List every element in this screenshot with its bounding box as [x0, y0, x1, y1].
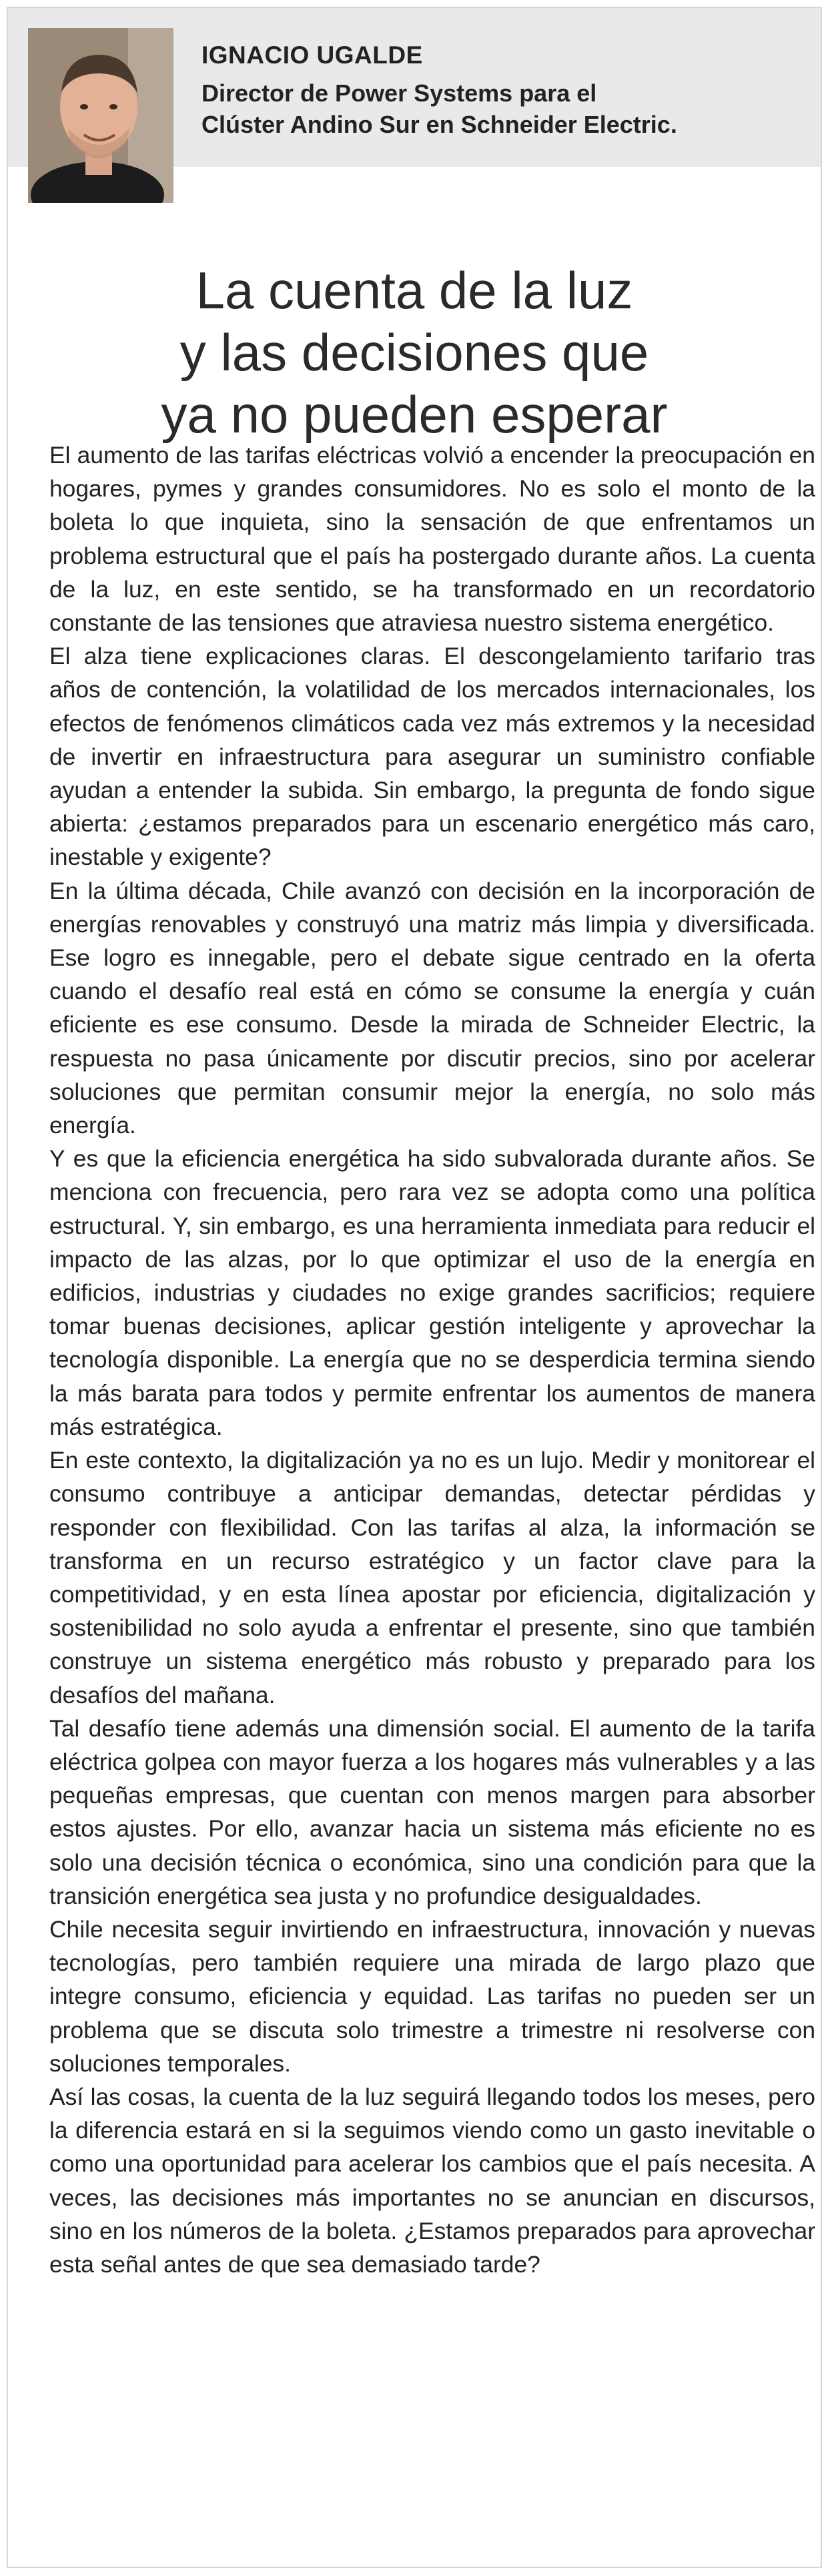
- headline-line: ya no pueden esperar: [161, 385, 668, 444]
- body-paragraph: Y es que la eficiencia energética ha sido subvalorada durante años. Se menciona con frecuencia, pero rara vez se adopta como una política estructural. Y, sin embargo, es una herramienta inmediata para reducir el impacto de las alzas, por lo que optimizar el uso de la energía en edificios, industrias y ciudades no exige grandes sacrificios; requiere tomar buenas decisiones, aplicar gestión inteligente y aprovechar la tecnología disponible. La energía que no se desperdicia termina siendo la más barata para todos y permite enfrentar los aumentos de manera más estratégica.: [49, 1145, 815, 1440]
- article-frame: [7, 7, 822, 2568]
- article-body: [49, 438, 815, 2281]
- body-paragraph: Así las cosas, la cuenta de la luz seguirá llegando todos los meses, pero la diferencia estará en si la seguimos viendo como un gasto inevitable o como una oportunidad para acelerar los cambios que el país necesita. A veces, las decisiones más importantes no se anuncian en discursos, sino en los números de la boleta. ¿Estamos preparados para aprovechar esta señal antes de que sea demasiado tarde?: [49, 2083, 815, 2278]
- author-portrait-icon: [28, 28, 173, 203]
- author-photo: [28, 28, 173, 203]
- headline-line: La cuenta de la luz: [195, 261, 633, 320]
- author-name: IGNACIO UGALDE: [201, 41, 423, 69]
- body-paragraph: En este contexto, la digitalización ya no es un lujo. Medir y monitorear el consumo contribuye a anticipar demandas, detectar pérdidas y responder con flexibilidad. Con las tarifas al alza, la información se transforma en un recurso estratégico y un factor clave para la competitividad, y en esta línea apostar por eficiencia, digitalización y sostenibilidad no solo ayuda a enfrentar el presente, sino que también construye un sistema energético más robusto y preparado para los desafíos del mañana.: [49, 1447, 815, 1708]
- headline-line: y las decisiones que: [179, 323, 649, 382]
- author-role-line: Director de Power Systems para el: [201, 79, 597, 107]
- body-paragraph: Chile necesita seguir invirtiendo en infraestructura, innovación y nuevas tecnologías, pero también requiere una mirada de largo plazo que integre consumo, eficiencia y equidad. Las tarifas no pueden ser un problema que se discuta solo trimestre a trimestre ni resolverse con soluciones temporales.: [49, 1915, 815, 2077]
- body-paragraph: En la última década, Chile avanzó con decisión en la incorporación de energías renovables y construyó una matriz más limpia y diversificada. Ese logro es innegable, pero el debate sigue centrado en la oferta cuando el desafío real está en cómo se consume la energía y cuán eficiente es ese consumo. Desde la mirada de Schneider Electric, la respuesta no pasa únicamente por discutir precios, sino por acelerar soluciones que permitan consumir mejor la energía, no solo más energía.: [49, 877, 815, 1139]
- article-headline: [8, 260, 821, 446]
- body-paragraph: Tal desafío tiene además una dimensión social. El aumento de la tarifa eléctrica golpea con mayor fuerza a los hogares más vulnerables y a las pequeñas empresas, que cuentan con menos margen para absorber estos ajustes. Por ello, avanzar hacia un sistema más eficiente no es solo una decisión técnica o económica, sino una condición para que la transición energética sea justa y no profundice desigualdades.: [49, 1714, 815, 1909]
- author-role: [201, 77, 802, 140]
- author-role-line: Clúster Andino Sur en Schneider Electric.: [201, 111, 677, 138]
- body-paragraph: El aumento de las tarifas eléctricas volvió a encender la preocupación en hogares, pymes y grandes consumidores. No es solo el monto de la boleta lo que inquieta, sino la sensación de que enfrentamos un problema estructural que el país ha postergado durante años. La cuenta de la luz, en este sentido, se ha transformado en un recordatorio constante de las tensiones que atraviesa nuestro sistema energético.: [49, 442, 815, 637]
- body-paragraph: El alza tiene explicaciones claras. El descongelamiento tarifario tras años de contención, la volatilidad de los mercados internacionales, los efectos de fenómenos climáticos cada vez más extremos y la necesidad de invertir en infraestructura para asegurar un suministro confiable ayudan a entender la subida. Sin embargo, la pregunta de fondo sigue abierta: ¿estamos preparados para un escenario energético más caro, inestable y exigente?: [49, 643, 815, 871]
